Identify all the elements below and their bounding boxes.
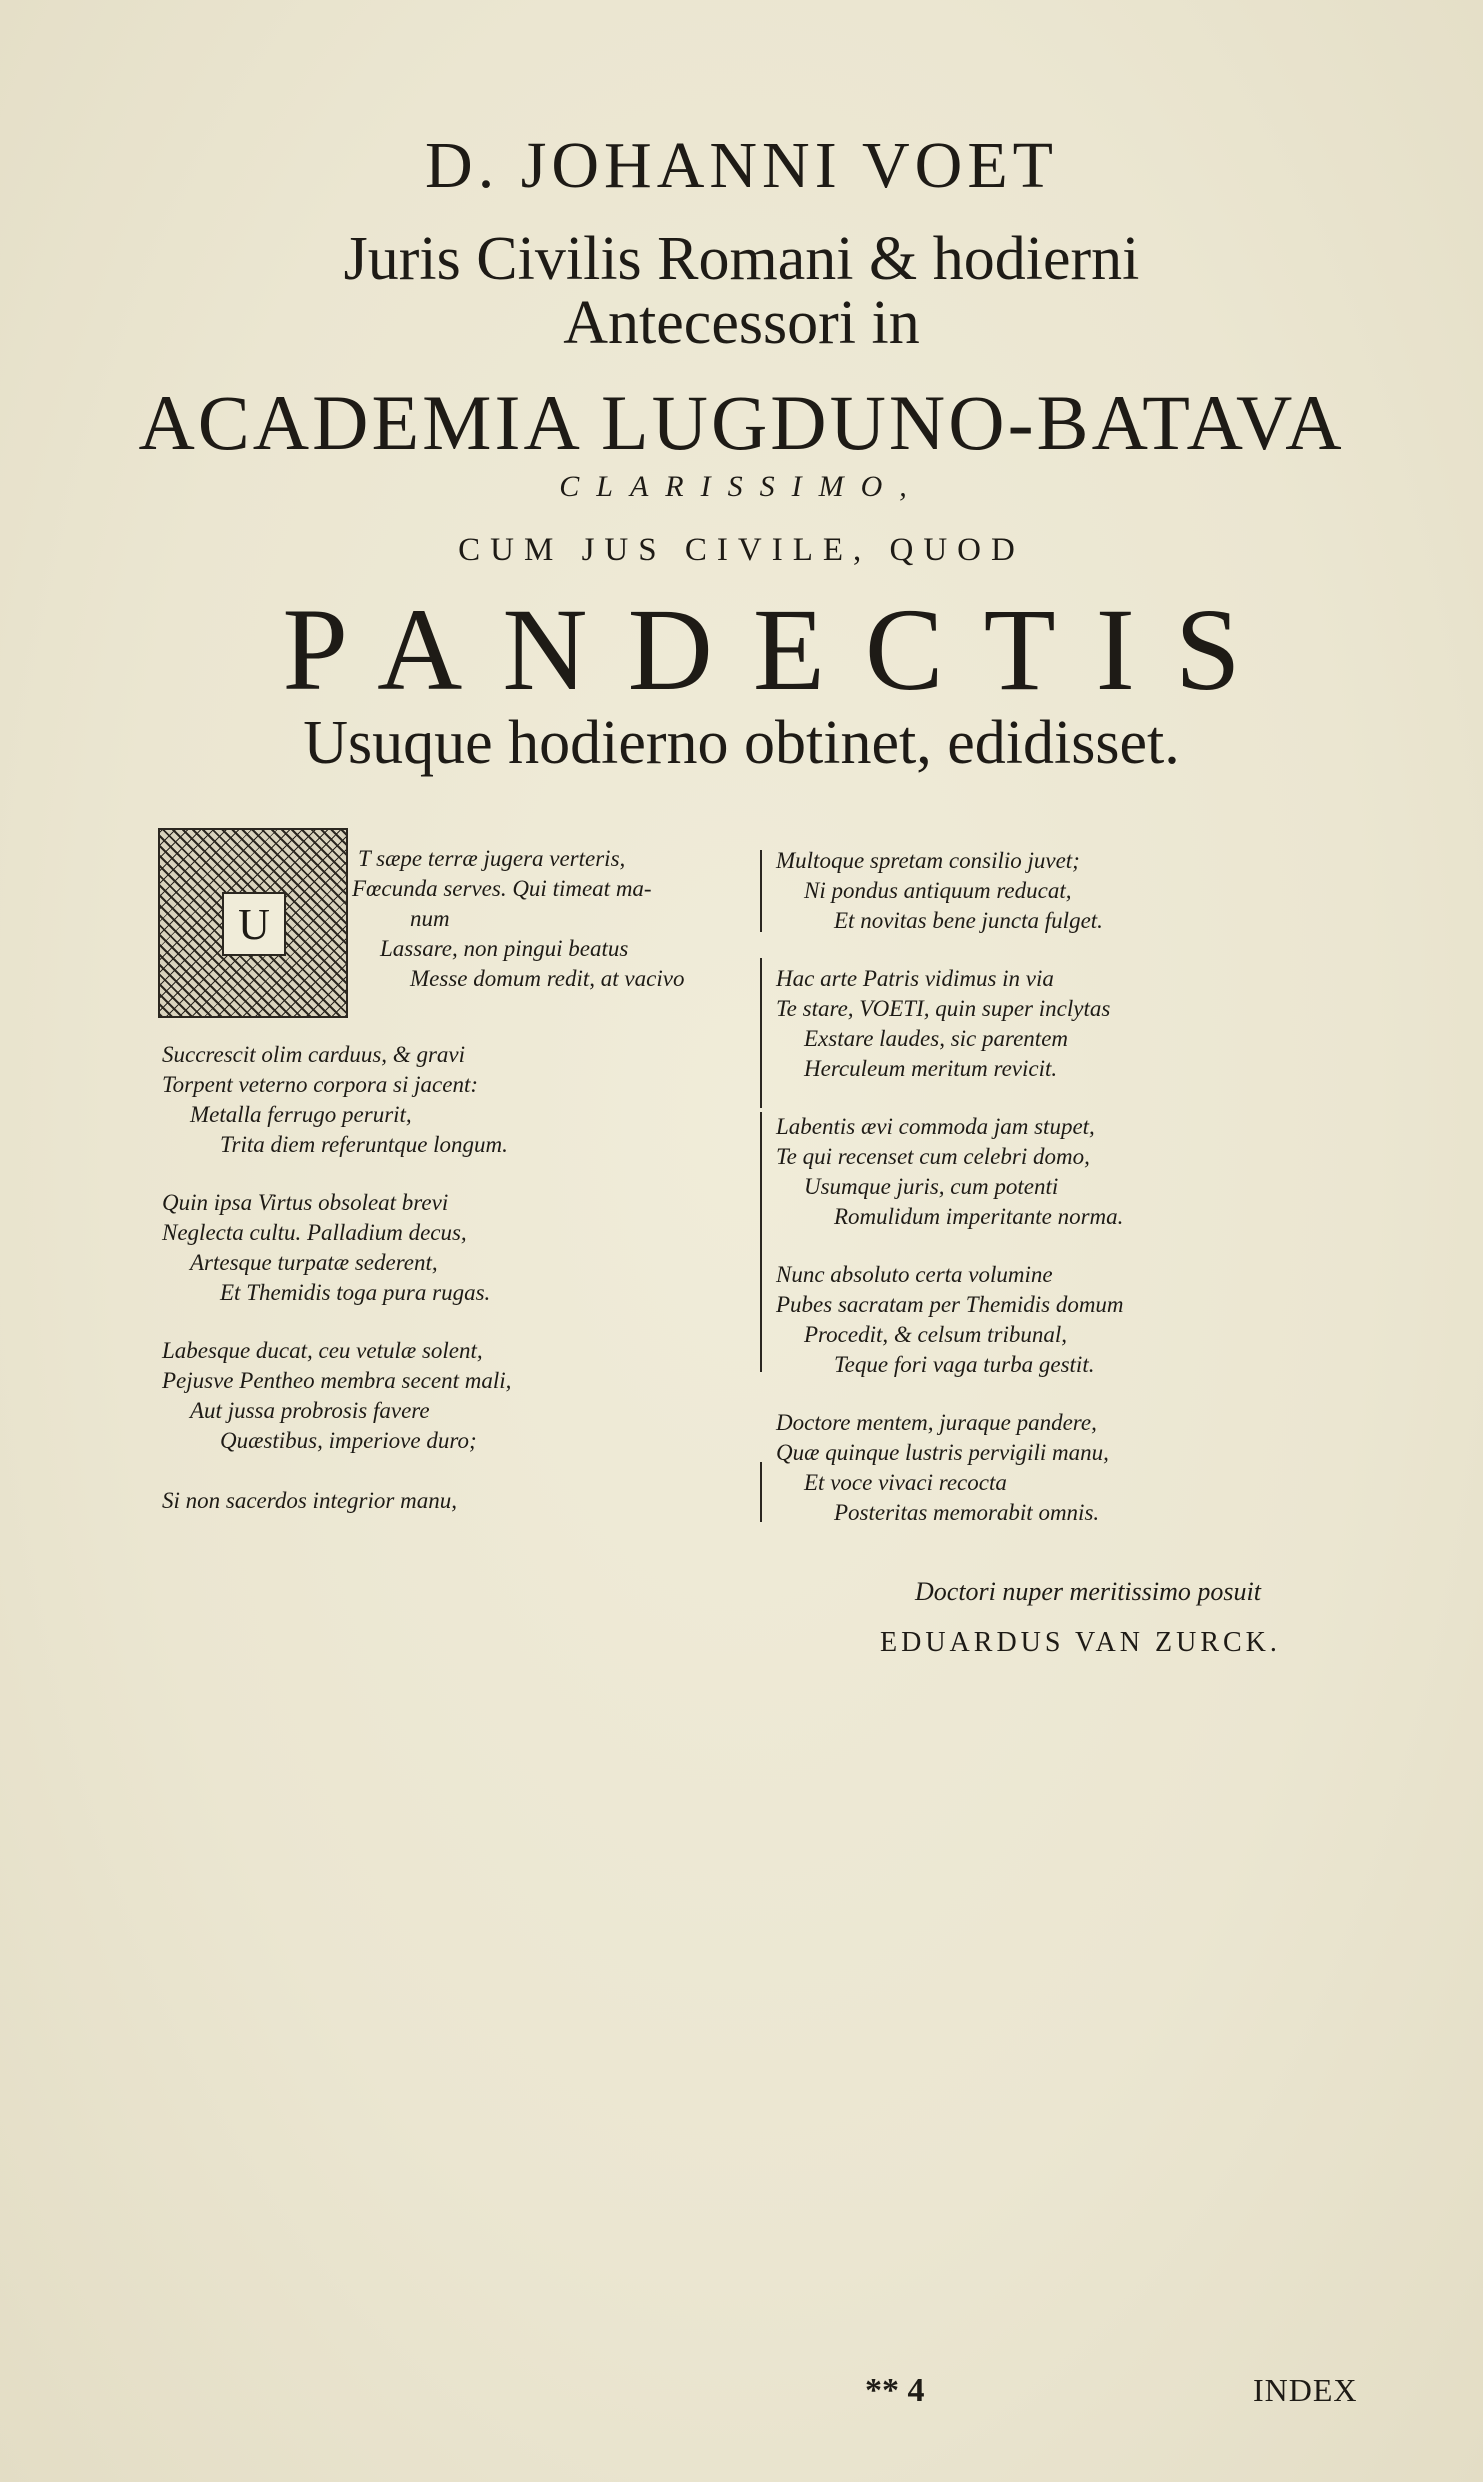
column-rule [760, 1316, 762, 1372]
poem-line: Torpent veterno corpora si jacent: [162, 1072, 479, 1097]
poem-line: Quæstibus, imperiove duro; [220, 1428, 477, 1453]
pandectis-title: PANDECTIS [282, 584, 1281, 715]
poem-line: Teque fori vaga turba gestit. [834, 1352, 1095, 1377]
poem-line: Ni pondus antiquum reducat, [804, 878, 1072, 903]
academy-name: ACADEMIA LUGDUNO-BATAVA [138, 379, 1345, 466]
poem-line: Romulidum imperitante norma. [834, 1204, 1124, 1229]
poem-line: num [410, 906, 450, 931]
poem-line: T sæpe terræ jugera verteris, [358, 846, 626, 871]
initial-letter: U [222, 892, 286, 956]
poem-line: Aut jussa probrosis favere [190, 1398, 430, 1423]
poem-line: Exstare laudes, sic parentem [804, 1026, 1069, 1051]
signature-mark: ** 4 [865, 2372, 925, 2409]
poem-line: Quæ quinque lustris pervigili manu, [776, 1440, 1109, 1465]
column-rule [760, 1200, 762, 1320]
poem-line: Nunc absoluto certa volumine [776, 1262, 1053, 1287]
poem-line: Lassare, non pingui beatus [380, 936, 629, 961]
column-rule [760, 958, 762, 1108]
poem-line: Quin ipsa Virtus obsoleat brevi [162, 1190, 449, 1215]
signature-line: Doctori nuper meritissimo posuit [915, 1577, 1261, 1606]
poem-line: Posteritas memorabit omnis. [834, 1500, 1100, 1525]
poem-line: Neglecta cultu. Palladium decus, [162, 1220, 467, 1245]
dedication-name: D. JOHANNI VOET [425, 129, 1058, 202]
poem-line: Fœcunda serves. Qui timeat ma- [352, 876, 652, 901]
poem-line: Hac arte Patris vidimus in via [776, 966, 1054, 991]
poem-line: Te stare, VOETI, quin super inclytas [776, 996, 1111, 1021]
usuque-line: Usuque hodierno obtinet, edidisset. [303, 709, 1180, 777]
poem-line: Herculeum meritum revicit. [804, 1056, 1058, 1081]
poem-line: Labesque ducat, ceu vetulæ solent, [162, 1338, 483, 1363]
poem-line: Et voce vivaci recocta [804, 1470, 1007, 1495]
column-rule [760, 1462, 762, 1522]
poem-line: Usumque juris, cum potenti [804, 1174, 1059, 1199]
poem-line: Metalla ferrugo perurit, [190, 1102, 412, 1127]
decorated-initial [158, 828, 348, 1018]
poem-line: Procedit, & celsum tribunal, [804, 1322, 1067, 1347]
dedication-title-line: Juris Civilis Romani & hodierni [343, 225, 1140, 293]
dedication-title-line: Antecessori in [563, 289, 920, 357]
poem-line: Doctore mentem, juraque pandere, [776, 1410, 1097, 1435]
poem-line: Succrescit olim carduus, & gravi [162, 1042, 465, 1067]
poem-line: Multoque spretam consilio juvet; [776, 848, 1080, 873]
poem-line: Pubes sacratam per Themidis domum [776, 1292, 1124, 1317]
poem-line: Et Themidis toga pura rugas. [220, 1280, 491, 1305]
catchword: INDEX [1253, 2372, 1358, 2408]
poem-line: Artesque turpatæ sederent, [190, 1250, 438, 1275]
poem-line: Messe domum redit, at vacivo [410, 966, 685, 991]
poem-line: Pejusve Pentheo membra secent mali, [162, 1368, 512, 1393]
column-rule [760, 850, 762, 932]
column-rule [760, 1112, 762, 1208]
poem-line: Si non sacerdos integrior manu, [162, 1488, 457, 1513]
clarissimo-line: CLARISSIMO, [559, 470, 924, 503]
cum-jus-line: CUM JUS CIVILE, QUOD [458, 532, 1025, 568]
signature-name: EDUARDUS VAN ZURCK. [880, 1627, 1281, 1658]
poem-line: Trita diem referuntque longum. [220, 1132, 508, 1157]
poem-line: Et novitas bene juncta fulget. [834, 908, 1103, 933]
poem-line: Labentis ævi commoda jam stupet, [776, 1114, 1095, 1139]
poem-line: Te qui recenset cum celebri domo, [776, 1144, 1090, 1169]
